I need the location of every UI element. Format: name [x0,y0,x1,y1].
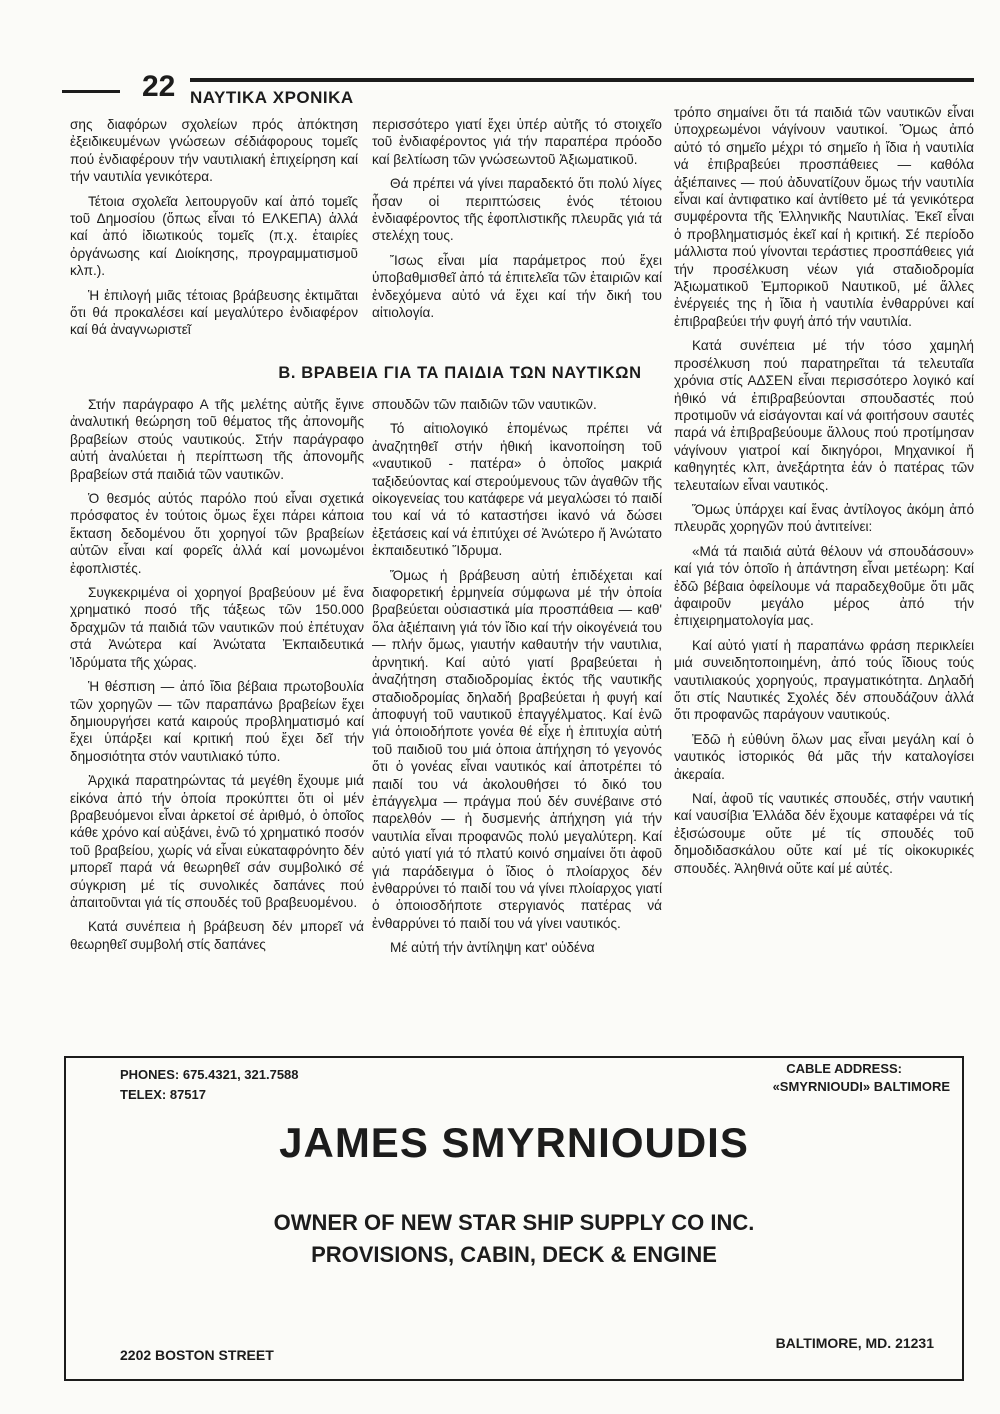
paragraph: Τέτοια σχολεῖα λειτουργοῦν καί ἀπό τομεῖς τοῦ Δημοσίου (ὅπως εἶναι τό ΕΛΚΕΠΑ) ἀλλά καί ἀπό ἰδιωτικούς τομεῖς (π.χ. ἑταιρίες ὀργάνωσης καί Διοίκησης, προγραμματισμοῦ κλπ.). [70,193,358,279]
paragraph: Κατά συνέπεια μέ τήν τόσο χαμηλή προσέλκυση πού παρατηρεῖται τά τελευταῖα χρόνια στίς ΑΔΣΕΝ εἶναι περισσότερο λογικό καί ἠθικό νά ἐπιβραβεύονται σπουδαστές πού προτιμοῦν νά εἰσάγονται καί νά φοιτήσουν σαυτές παρά νά ἐπιβραβεύουμε ἄλλους πού προτίμησαν νάγίνουν γιατροί καί δικηγόροι, Μηχανικοί ἤ καθηγητές κλπ, ἀνεξάρτητα ἐάν ὁ πατέρας τῶν τελευταίων εἶναι ναυτικός. [674,338,974,493]
paragraph: «Μά τά παιδιά αὐτά θέλουν νά σπουδάσουν» καί γιά τόν ὁποῖο ἡ ἀπάντηση εἶναι μετέωρη: Καί ἐδῶ βέβαια ὀφείλουμε νά παραδεχθοῦμε ὅτι μᾶς ἀφαιροῦν μεγάλο μέρος ἀπό τήν ἐπιχειρηματολογία μας. [674,543,974,629]
paragraph: σπουδῶν τῶν παιδιῶν τῶν ναυτικῶν. [372,397,597,412]
paragraph: τρόπο σημαίνει ὅτι τά παιδιά τῶν ναυτικῶν εἶναι ὑποχρεωμένοι νάγίνουν ναυτικοί. Ὅμως ἀπό αὐτό τό σημεῖο μέχρι τό σημεῖο ἡ ἴδια ἡ ναυτιλία νά ἐπιβραβεύει προσπάθειες — καθόλα ἀξιέπαινες — πού ἀδυνατίζουν ὅμως τήν ναυτιλία εἶναι καί ἀντιφατικο καί ἀντίθετο μέ τά γενικότερα συμφέροντα τῆς Ἑλληνικῆς Ναυτιλίας. Ἐκεῖ εἶναι ὁ προβληματισμός ἐκεῖ καί ἡ κριτική. Σέ περίοδο μάλλιστα πού γίνονται τεράστιες προσπάθειες γιά τήν προσέλκυση νέων γιά σταδιοδρομία Ἀξιωματικοῦ Ἐμπορικοῦ Ναυτικοῦ, μέ ἄλλες ἐνέργειές της ἡ ἴδια ἡ ναυτιλία ἐνθαρρύνει καί ἐπιβραβεύει τήν φυγή ἀπό τήν ναυτιλία. [674,105,974,329]
paragraph: Θά πρέπει νά γίνει παραδεκτό ὅτι πολύ λίγες ἦσαν οἱ περιπτώσεις ἑνός τέτοιου ἐνδιαφέροντος τῆς ἐφοπλιστικῆς πλευρᾶς γιά τά στελέχη τους. [372,176,662,244]
paragraph: Συγκεκριμένα οἱ χορηγοί βραβεύουν μέ ἕνα χρηματικό ποσό τῆς τάξεως τῶν 150.000 δραχμῶν τά παιδιά τῶν ναυτικῶν πού ἐπέτυχαν στά Ἀνώτερα καί Ἀνώτατα Ἐκπαιδευτικά Ἱδρύματα τῆς χώρας. [70,585,364,670]
header-rule-left [62,90,120,93]
paragraph: Ἴσως εἶναι μία παράμετρος πού ἔχει ὑποβαθμισθεῖ ἀπό τά ἐπιτελεῖα τῶν ἑταιριῶν καί ἐνδεχόμενα αὐτό νά ἔχει καί τήν δική του αἰτιολογία. [372,252,662,321]
ad-city: BALTIMORE, MD. 21231 [775,1335,934,1351]
paragraph: Ὅμως ἡ βράβευση αὐτή ἐπιδέχεται καί διαφορετική ἑρμηνεία σύμφωνα μέ τήν ὁποία βραβεύεται οὐσιαστικά μία προσπάθεια — καθ' ὅλα ἀξιέπαινη γιά τόν ἴδιο καί τήν οἰκογένειά του — πλήν ὅμως, γιαυτήν καθαυτήν τήν ναυτιλια, ἀρνητική. Καί αὐτό γιατί βραβεύεται ἡ ἀναζήτηση σταδιοδρομίας ἐκτός τῆς ναυτικῆς σταδιοδρομίας δηλαδή βραβεύεται ἡ φυγή καί ἀποφυγή τοῦ ναυτικοῦ ἐπαγγέλματος. Καί ἐνῶ γιά ὁποιοδήποτε γονέα θέ εἶχε ἡ ἐπιτυχία αὐτή τοῦ παιδιοῦ του μιά ὁποια ἀπήχηση τό γεγονός ὅτι ὁ γονέας εἶναι ναυτικός καί ἀποτρέπει τό παιδί του νά ἀκολουθήσει τό δικό του ἐπάγγελμα — πράγμα πού δέν συνέβαινε στό παρελθόν — ἡ δυσμενής ἀπήχηση γιά τήν ναυτιλία εἶναι προφανῶς πολύ μεγαλύτερη. Καί αὐτό γιατί γιά τό πλατύ κοινό σημαίνει ὅτι ἀφοῦ γιά παράδειγμα ὁ ἴδιος ὁ πλοίαρχος δέν ἐνθαρρύνει τό παιδί του νά γίνει πλοίαρχος γιατί ὁ ὁποιοσδήποτε στεργιανός πατέρας νά ἐνθαρρύνει τό παιδί του νά γίνει ναυτικός. [372,567,662,931]
paragraph: σης διαφόρων σχολείων πρός ἀπόκτηση ἐξειδικευμένων γνώσεων σέδιάφορους τομεῖς πού ἐνδιαφέρουν τήν ναυτιλιακή ἐπιχείρηση καί τήν ναυτιλία γενικότερα. [70,117,358,185]
paragraph: Ὁ θεσμός αὐτός παρόλο πού εἶναι σχετικά πρόσφατος ἐν τούτοις ὅμως ἔχει πάρει κάποια ἔκταση δεδομένου ὅτι χορηγοί τῶν βραβείων αὐτῶν εἶναι καί φορεῖς ἀλλά καί μονωμένοι ἐφοπλιστές. [70,491,364,576]
paragraph: Ὅμως ὑπάρχει καί ἕνας ἀντίλογος ἀκόμη ἀπό πλευρᾶς χορηγῶν πού ἀντιτείνει: [674,501,974,535]
paragraph: Στήν παράγραφο Α τῆς μελέτης αὐτῆς ἔγινε ἀναλυτική θεώρηση τοῦ θέματος τῆς ἀπονομῆς βραβείων στούς ναυτικούς. Στήν παράγραφο αὐτή ἀναλύεται ἡ περίπτωση τῆς ἀπονομῆς βραβείων στά παιδιά τῶν ναυτικῶν. [70,397,364,482]
section-b-column-1 [70,396,364,960]
paragraph: Ναί, ἀφοῦ τίς ναυτικές σπουδές, στήν ναυτική καί ναυσίβια Ἑλλάδα δέν ἔχουμε καταφέρει νά τίς ἐξισώσουμε οὔτε μέ τίς σπουδές τοῦ δημοδιδασκάλου οὔτε καί μέ τίς οἰκοκυρικές σπουδές. Ἀληθινά οὔτε καί μέ αὐτές. [674,791,974,876]
paragraph: Καί αὐτό γιατί ἡ παραπάνω φράση περικλείει μιά συνειδητοποιημένη, ἀπό τούς ἴδιους τούς ναυτιλιακούς χορηγούς, πραγματικότητα. Δηλαδή ὅτι στίς Ναυτικές Σχολές δέν σπουδάζουν ἀλλά ὅτι προφανῶς παράγουν ναυτικούς. [674,637,974,723]
paragraph: Ἐδῶ ἡ εὐθύνη ὅλων μας εἶναι μεγάλη καί ὁ ναυτικός ἱστορικός θά μᾶς τήν καταλογίσει ἀκεραία. [674,731,974,782]
ad-cable-value: «SMYRNIOUDI» BALTIMORE [772,1079,950,1094]
paragraph: Ἡ ἐπιλογή μιᾶς τέτοιας βράβευσης ἐκτιμᾶται ὅτι θά προκαλέσει καί μεγαλύτερο ἐνδιαφέρον καί θά ἀναγνωριστεῖ [70,287,358,338]
ad-phones: PHONES: 675.4321, 321.7588 [120,1067,299,1082]
paragraph: Τό αἰτιολογικό ἑπομένως πρέπει νά ἀναζητηθεῖ στήν ἠθική ἱκανοποίηση τοῦ «ναυτικοῦ - πατέρα» ὁ ὁποῖος μακριά ταξιδεύοντας καί στερούμενους τῶν ἀγαθῶν τῆς οἰκογενείας του κατάφερε νά μεγαλώσει τό παιδί του καί νά τό καταστήσει ἱκανό νά δώσει ἐξετάσεις καί νά ἐπιτύχει σέ Ἀνώτερο ἤ Ἀνώτατο ἐκπαιδευτικό Ἵδρυμα. [372,421,662,559]
paragraph: Μέ αὐτή τήν ἀντίληψη κατ' οὐδένα [390,940,595,956]
paragraph: περισσότερο γιατί ἔχει ὑπέρ αὐτῆς τό στοιχεῖο τοῦ ἐνδιαφέροντος γιά τήν παραπέρα πρόοδο καί βελτίωση τῶν γνώσεωντοῦ Ἀξιωματικοῦ. [372,117,662,167]
article-top-column-1 [70,116,358,346]
ad-street: 2202 BOSTON STREET [120,1347,274,1363]
ad-telex: TELEX: 87517 [120,1087,206,1102]
ad-line-2: PROVISIONS, CABIN, DECK & ENGINE [311,1242,717,1267]
advertisement-box [64,1056,964,1381]
page-header [62,68,974,108]
paragraph: Κατά συνέπεια ἡ βράβευση δέν μπορεῖ νά θεωρηθεῖ συμβολή στίς δαπάνες [70,919,364,952]
publication-title: ΝΑΥΤΙΚΑ ΧΡΟΝΙΚΑ [190,88,354,107]
section-b-column-2 [372,396,662,964]
ad-line-1: OWNER OF NEW STAR SHIP SUPPLY CO INC. [273,1210,755,1235]
paragraph: Ἡ θέσπιση — ἀπό ἴδια βέβαια πρωτοβουλία τῶν χορηγῶν — τῶν παραπάνω βραβείων ἔχει δημιουργήσει κατά καιρούς προβληματισμό καί ἔχει ὑπάρξει καί κριτική πού ἔχει δεῖ τήν δημοσιότητα στόν ναυτιλιακό τύπο. [70,679,364,764]
page-number: 22 [142,70,176,103]
ad-cable-label: CABLE ADDRESS: [786,1061,902,1076]
ad-company-owner-name: JAMES SMYRNIOUDIS [279,1119,749,1166]
header-rule-right [190,78,974,82]
paragraph: Ἀρχικά παρατηρώντας τά μεγέθη ἔχουμε μιά εἰκόνα ἀπό τήν ὁποία προκύπτει ὅτι οἱ μέν βραβευόμενοι εἶναι ἀρκετοί σέ ἀριθμό, ὁ ὁποῖος κάθε χρόνο καί αὐξάνει, ἐνῶ τό χρηματικό ποσόν τοῦ βραβείου, χωρίς νά εἶναι εὐκαταφρόνητο δέν μπορεῖ παρά νά θεωρηθεῖ σάν συμβολικό σέ σύγκριση μέ τίς συνολικές δαπάνες πού ἀπαιτοῦνται γιά τίς σπουδές τοῦ βραβευομένου. [70,773,364,910]
section-heading: Β. ΒΡΑΒΕΙΑ ΓΙΑ ΤΑ ΠΑΙΔΙΑ ΤΩΝ ΝΑΥΤΙΚΩΝ [278,364,642,382]
article-column-3 [674,104,974,884]
article-top-column-2 [372,116,662,328]
